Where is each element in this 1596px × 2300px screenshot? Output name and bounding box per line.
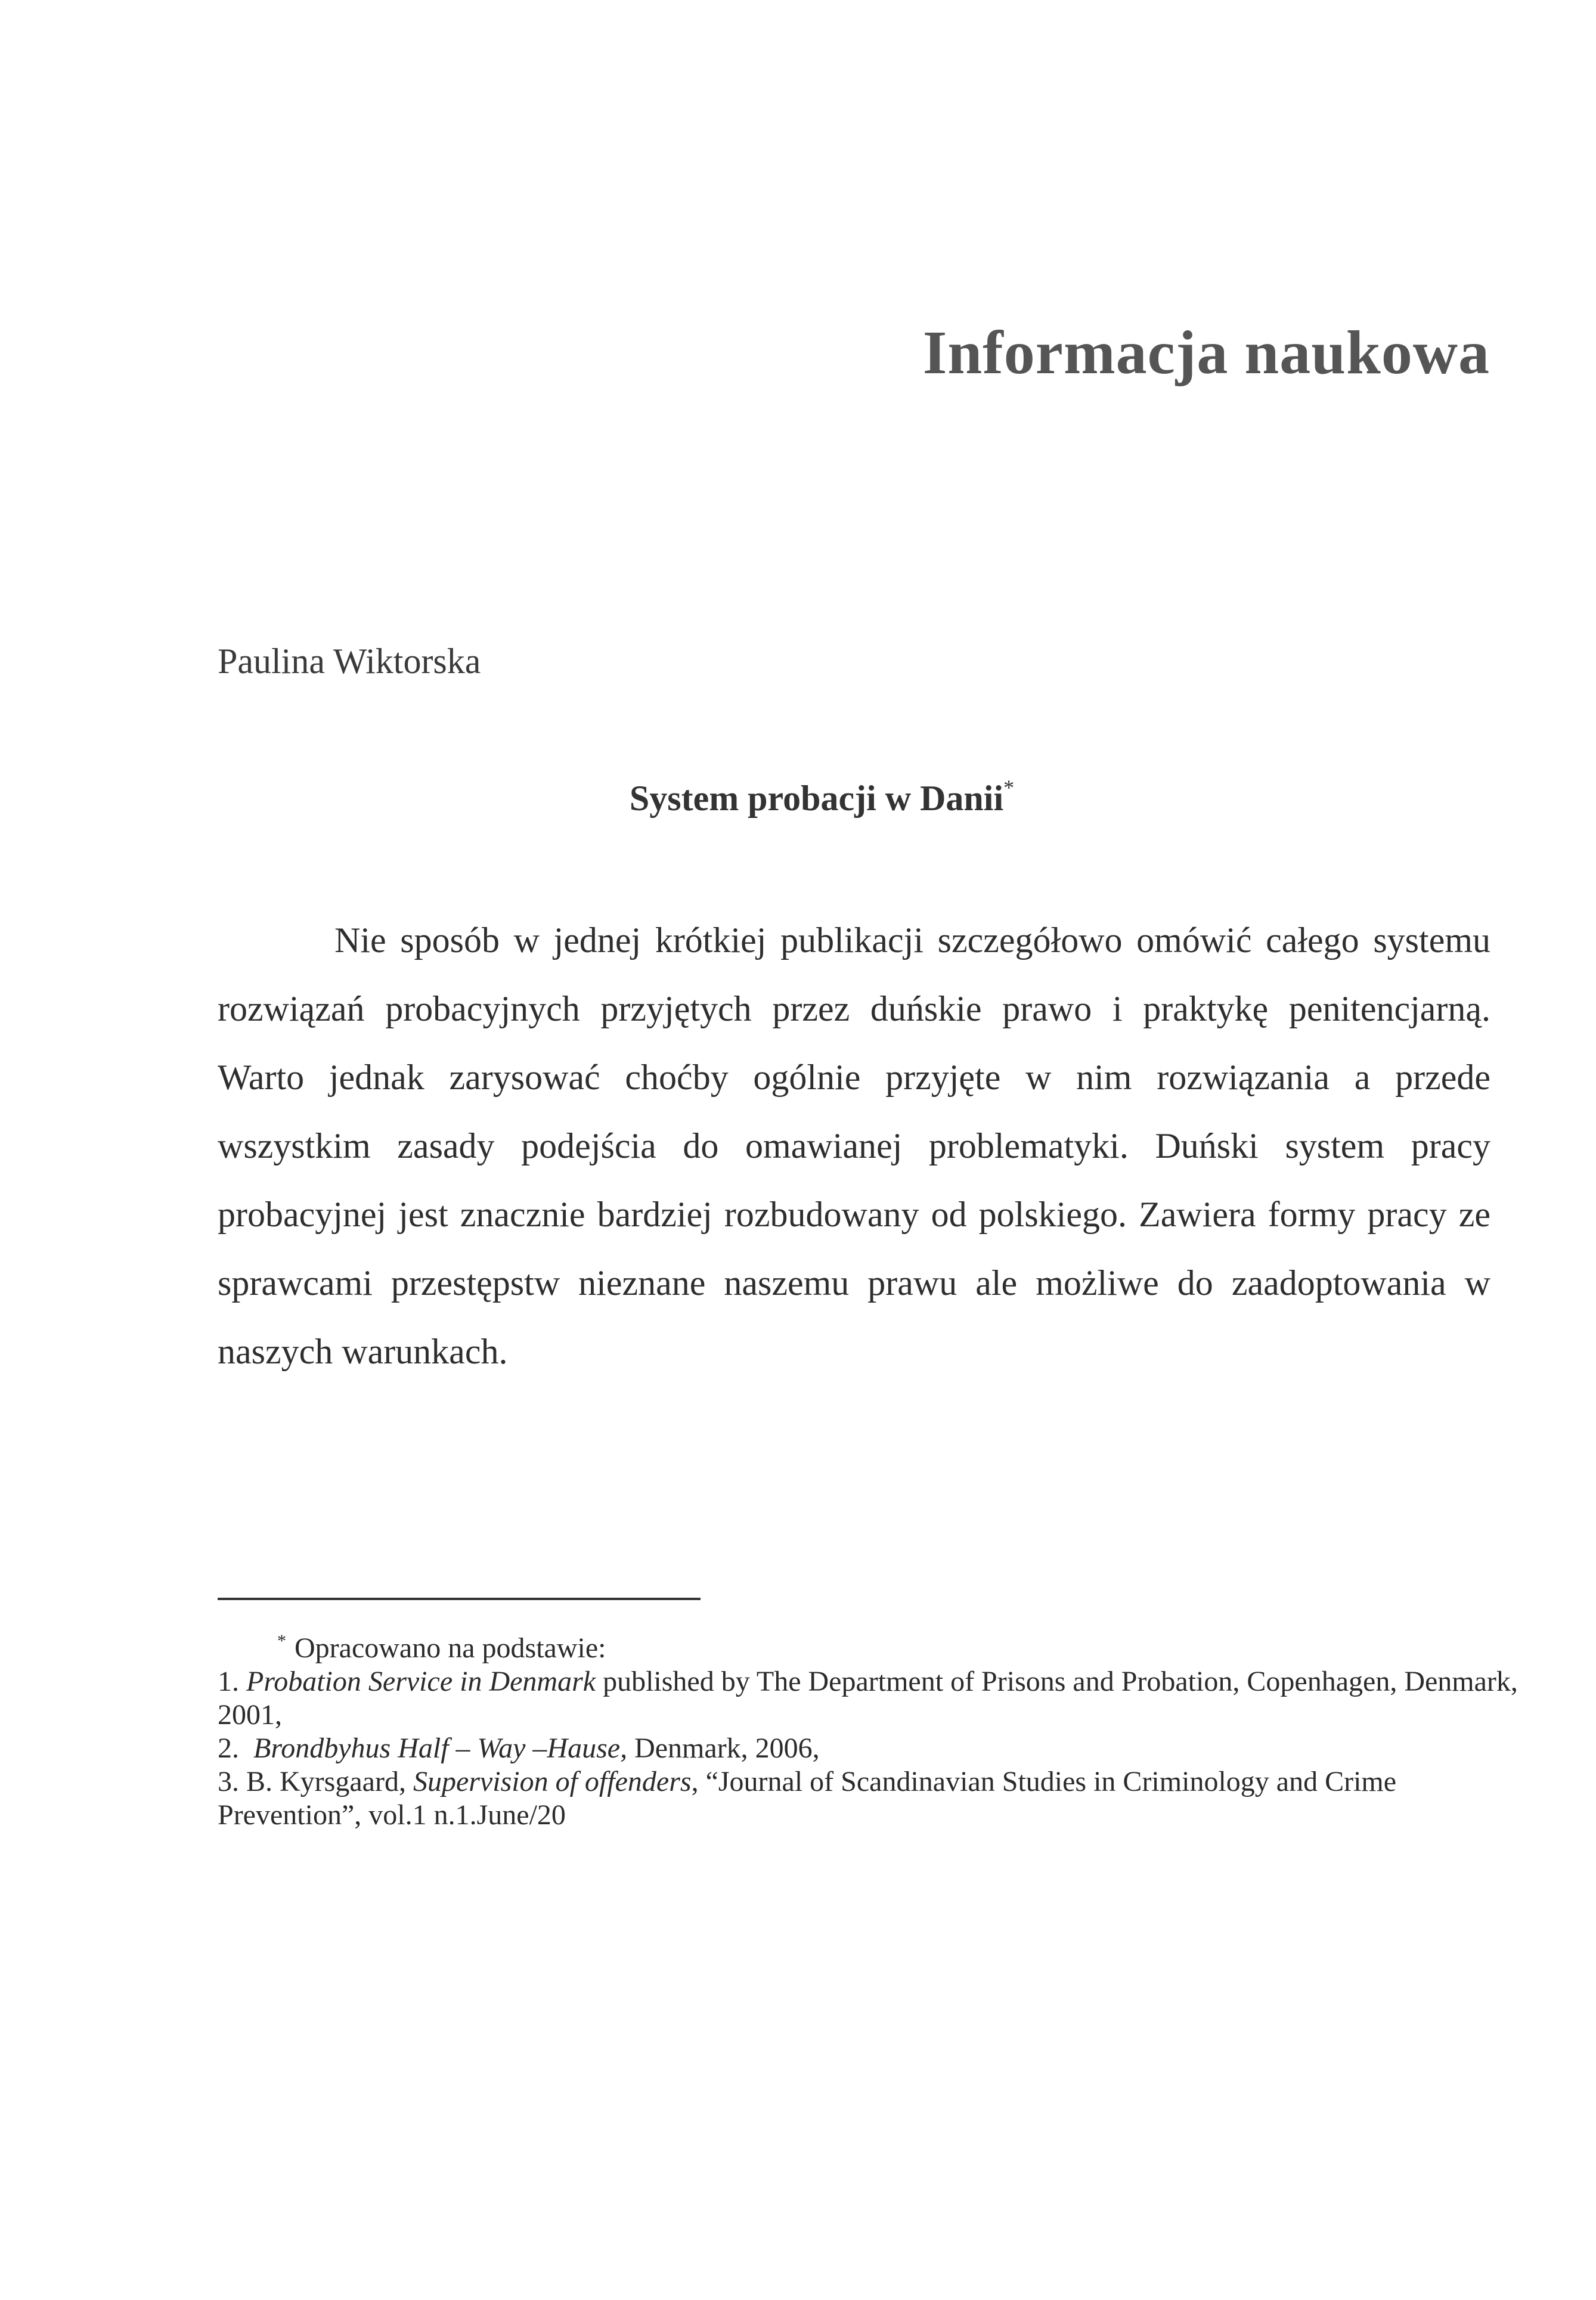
footnote-separator xyxy=(218,1598,701,1600)
footnote-item xyxy=(218,1665,1529,1732)
footnote-marker: * xyxy=(277,1631,286,1651)
footnote-heading-text: Opracowano na podstawie: xyxy=(295,1632,606,1664)
footnote-heading xyxy=(218,1625,1529,1665)
footnote-item-title: Brondbyhus Half – Way –Hause, xyxy=(253,1732,628,1764)
footnote-item-number: 3. xyxy=(218,1766,239,1797)
footnotes xyxy=(218,1625,1529,1832)
footnote-item-details: Denmark, 2006, xyxy=(627,1732,820,1764)
footnote-item-details: , “Journal of Scandinavian Studies in Criminology and Crime Prevention”, vol.1 n.1.June/20 xyxy=(218,1766,1397,1831)
article-author: Paulina Wiktorska xyxy=(218,641,481,681)
article-body-paragraph: Nie sposób w jednej krótkiej publikacji szczegółowo omówić całego systemu rozwiązań probacyjnych przyjętych przez duńskie prawo i praktykę penitencjarną. Warto jednak zarysować choćby ogólnie przyjęte w nim rozwiązania a przede wszystkim zasady podejścia do omawianej problematyki. Duński system pracy probacyjnej jest znacznie bardziej rozbudowany od polskiego. Zawiera formy pracy ze sprawcami przestępstw nieznane naszemu prawu ale możliwe do zaadoptowania w naszych warunkach. xyxy=(218,920,1490,1371)
section-heading: Informacja naukowa xyxy=(922,318,1490,387)
footnote-item-title: Supervision of offenders xyxy=(413,1766,692,1797)
footnote-item-number: 1. xyxy=(218,1666,239,1697)
article-title xyxy=(0,775,1596,819)
footnote-item xyxy=(218,1765,1529,1832)
article-title-text: System probacji w Danii xyxy=(629,779,1004,818)
footnote-reference-marker[interactable]: * xyxy=(1003,776,1015,799)
footnote-item-details: published by The Department of Prisons and Probation, Copenhagen, Denmark, 2001, xyxy=(218,1666,1518,1731)
footnote-item-number: 2. xyxy=(218,1732,239,1764)
footnote-item xyxy=(218,1732,1529,1765)
footnote-item-title: Probation Service in Denmark xyxy=(246,1666,596,1697)
footnote-item-author: B. Kyrsgaard, xyxy=(246,1766,413,1797)
